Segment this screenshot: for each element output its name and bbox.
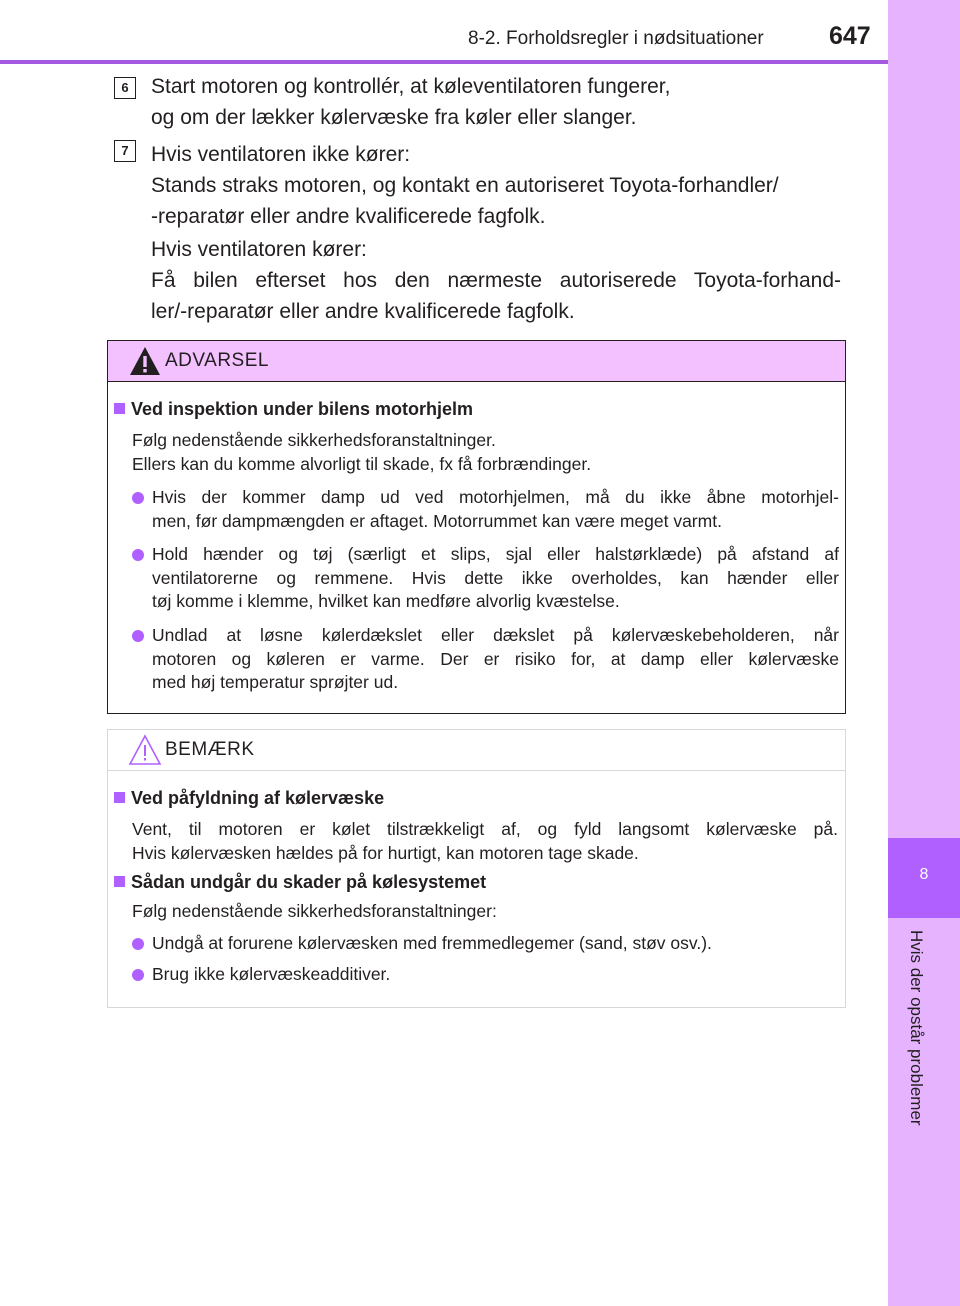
notice-text-2-line: Følg nedenstående sikkerhedsforanstaltninger:	[132, 901, 497, 921]
warning-bullet-2	[132, 543, 839, 614]
chapter-label: Hvis der opstår problemer	[907, 930, 926, 1126]
circle-bullet-icon	[132, 492, 144, 504]
step-7b-line-2: Få bilen efterset hos den nærmeste autoriserede Toyota-forhand-	[151, 269, 841, 292]
notice-header	[108, 730, 845, 771]
circle-bullet-icon	[132, 969, 144, 981]
step-number-6: 6	[114, 77, 136, 99]
notice-heading-2-text: Sådan undgår du skader på kølesystemet	[131, 872, 487, 892]
notice-text-1	[132, 818, 838, 865]
step-number-7: 7	[114, 140, 136, 162]
warning-b3-line-2: motoren og køleren er varme. Der er risiko for, at damp eller kølervæske	[152, 648, 839, 669]
warning-b1-line-2: men, før dampmængden er aftaget. Motorrummet kan være meget varmt.	[152, 510, 722, 531]
step-7-text-b	[151, 234, 841, 327]
notice-text-1-line-1: Vent, til motoren er kølet tilstrækkeligt af, og fyld langsomt kølervæske på.	[132, 819, 838, 839]
warning-intro	[132, 429, 838, 476]
step-7-line-1: Hvis ventilatoren ikke kører:	[151, 143, 411, 166]
circle-bullet-icon	[132, 938, 144, 950]
warning-b3-line-3: med høj temperatur sprøjter ud.	[152, 672, 399, 692]
warning-b2-line-3: tøj komme i klemme, hvilket kan medføre alvorlig kvæstelse.	[152, 591, 620, 611]
warning-header	[108, 341, 845, 382]
notice-b2-text: Brug ikke kølervæskeadditiver.	[152, 964, 391, 984]
step-6-line-1: Start motoren og kontrollér, at køleventilatoren fungerer,	[151, 75, 671, 98]
notice-heading-2	[114, 871, 486, 895]
notice-box	[107, 729, 846, 1008]
step-7-line-2: Stands straks motoren, og kontakt en autoriseret Toyota-forhandler/	[151, 174, 779, 197]
notice-bullet-2	[132, 963, 839, 987]
notice-text-1-line-2: Hvis kølervæsken hældes på for hurtigt, kan motoren tage skade.	[132, 842, 639, 863]
circle-bullet-icon	[132, 630, 144, 642]
notice-heading-1	[114, 787, 384, 811]
step-7b-line-1: Hvis ventilatoren kører:	[151, 238, 367, 261]
step-7-text	[151, 139, 841, 232]
warning-bullet-1	[132, 486, 839, 533]
warning-intro-line-2: Ellers kan du komme alvorligt til skade, fx få forbrændinger.	[132, 453, 592, 474]
warning-heading	[114, 398, 473, 422]
warning-title: ADVARSEL	[165, 350, 269, 371]
circle-bullet-icon	[132, 549, 144, 561]
step-6-text	[151, 71, 841, 133]
step-6-line-2: og om der lækker kølervæske fra køler eller slanger.	[151, 106, 637, 129]
warning-heading-text: Ved inspektion under bilens motorhjelm	[131, 399, 474, 419]
square-bullet-icon	[114, 876, 125, 887]
step-7b-line-3: ler/-reparatør eller andre kvalificerede fagfolk.	[151, 300, 575, 323]
page-number: 647	[829, 22, 871, 50]
section-title: 8-2. Forholdsregler i nødsituationer	[468, 28, 764, 49]
chapter-number: 8	[919, 866, 929, 883]
square-bullet-icon	[114, 792, 125, 803]
warning-intro-line-1: Følg nedenstående sikkerhedsforanstaltninger.	[132, 430, 496, 450]
warning-b3-line-1: Undlad at løsne kølerdækslet eller dækslet på kølervæskebeholderen, når	[152, 625, 839, 645]
square-bullet-icon	[114, 403, 125, 414]
notice-title: BEMÆRK	[165, 739, 255, 760]
notice-heading-1-text: Ved påfyldning af kølervæske	[131, 788, 385, 808]
warning-box	[107, 340, 846, 714]
warning-bullet-3	[132, 624, 839, 695]
warning-b2-line-2: ventilatorerne og remmene. Hvis dette ikke overholdes, kan hænder eller	[152, 567, 839, 588]
warning-b2-line-1: Hold hænder og tøj (særligt et slips, sjal eller halstørklæde) på afstand af	[152, 544, 839, 564]
notice-bullet-1	[132, 932, 839, 956]
warning-b1-line-1: Hvis der kommer damp ud ved motorhjelmen, må du ikke åbne motorhjel-	[152, 487, 839, 507]
step-7-line-3: -reparatør eller andre kvalificerede fagfolk.	[151, 205, 546, 228]
notice-b1-text: Undgå at forurene kølervæsken med fremmedlegemer (sand, støv osv.).	[152, 933, 712, 953]
header-rule	[0, 60, 888, 64]
notice-text-2	[132, 900, 838, 924]
caution-outline-icon	[128, 734, 162, 766]
warning-triangle-icon	[128, 345, 162, 377]
